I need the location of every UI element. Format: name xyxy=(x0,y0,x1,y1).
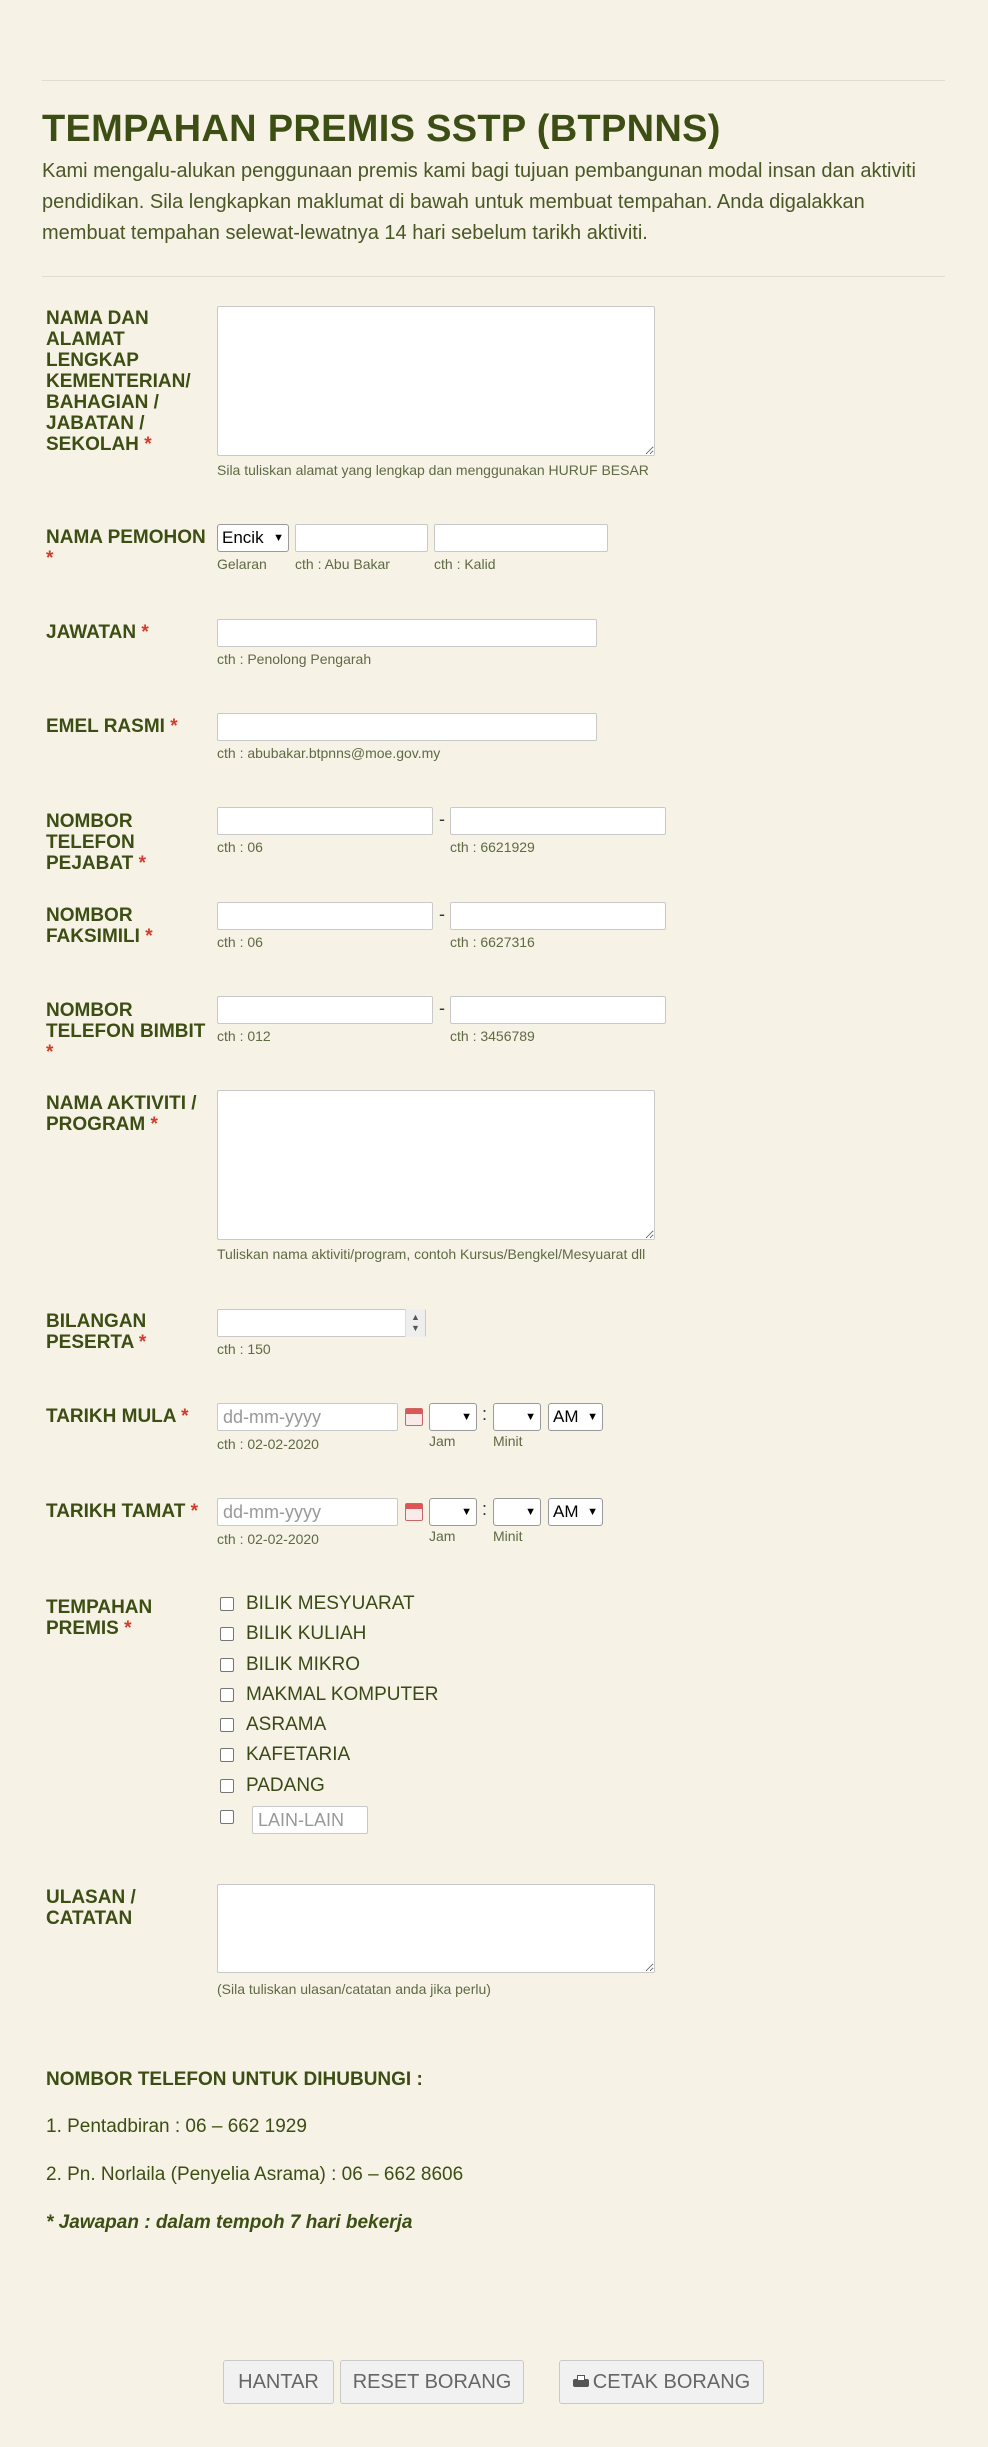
aktiviti-label: NAMA AKTIVITI / PROGRAM * xyxy=(46,1093,197,1135)
printer-icon xyxy=(573,2375,589,2389)
tamat-minit-select[interactable] xyxy=(493,1498,541,1526)
mula-ampm-select[interactable]: AM ▼ xyxy=(548,1403,603,1431)
calendar-icon[interactable] xyxy=(405,1408,423,1426)
last-name-hint: cth : Kalid xyxy=(434,556,496,572)
bimbit-dash: - xyxy=(439,998,445,1018)
premis-option[interactable]: KAFETARIA xyxy=(220,1743,350,1767)
alamat-hint: Sila tuliskan alamat yang lengkap dan menggunakan HURUF BESAR xyxy=(217,462,649,478)
bimbit-area-hint: cth : 012 xyxy=(217,1028,271,1044)
spin-up-icon[interactable]: ▲ xyxy=(411,1312,420,1322)
mula-colon: : xyxy=(482,1404,488,1424)
ulasan-hint: (Sila tuliskan ulasan/catatan anda jika perlu) xyxy=(217,1981,491,1997)
gelaran-select[interactable]: Encik ▼ xyxy=(217,524,289,552)
checkbox[interactable] xyxy=(220,1748,234,1762)
faks-dash: - xyxy=(439,904,445,924)
peserta-spinner[interactable] xyxy=(405,1309,425,1337)
print-button[interactable]: CETAK BORANG xyxy=(559,2360,764,2404)
checkbox[interactable] xyxy=(220,1627,234,1641)
first-name-input[interactable] xyxy=(295,524,428,552)
emel-label: EMEL RASMI * xyxy=(46,716,178,737)
mula-date-input[interactable]: dd-mm-yyyy xyxy=(217,1403,398,1431)
contact-line-2: 2. Pn. Norlaila (Penyelia Asrama) : 06 – 662 8606 xyxy=(46,2164,464,2185)
tamat-label: TARIKH TAMAT * xyxy=(46,1501,198,1522)
mula-minit-hint: Minit xyxy=(493,1433,523,1449)
alamat-textarea[interactable] xyxy=(217,306,655,456)
bimbit-label: NOMBOR TELEFON BIMBIT * xyxy=(46,1000,206,1063)
ulasan-label: ULASAN / CATATAN xyxy=(46,1887,136,1929)
faks-area-input[interactable] xyxy=(217,902,433,930)
premis-option[interactable]: BILIK MESYUARAT xyxy=(220,1592,415,1616)
chevron-down-icon: ▼ xyxy=(525,1411,536,1423)
premis-label: TEMPAHAN PREMIS * xyxy=(46,1597,153,1639)
mula-hint: cth : 02-02-2020 xyxy=(217,1436,319,1452)
spin-down-icon[interactable]: ▼ xyxy=(411,1323,420,1333)
tamat-ampm-select[interactable]: AM ▼ xyxy=(548,1498,603,1526)
chevron-down-icon: ▼ xyxy=(525,1506,536,1518)
checkbox[interactable] xyxy=(220,1718,234,1732)
emel-input[interactable] xyxy=(217,713,597,741)
premis-option[interactable]: BILIK MIKRO xyxy=(220,1653,360,1677)
tel-pejabat-number-input[interactable] xyxy=(450,807,666,835)
tamat-minit-hint: Minit xyxy=(493,1528,523,1544)
checkbox[interactable] xyxy=(220,1658,234,1672)
faks-label: NOMBOR FAKSIMILI * xyxy=(46,905,153,947)
premis-option[interactable]: PADANG xyxy=(220,1774,325,1798)
checkbox[interactable] xyxy=(220,1810,234,1824)
jawatan-label: JAWATAN * xyxy=(46,622,149,643)
chevron-down-icon: ▼ xyxy=(273,532,284,544)
top-divider xyxy=(42,80,945,81)
bimbit-number-input[interactable] xyxy=(450,996,666,1024)
calendar-icon[interactable] xyxy=(405,1503,423,1521)
lain-lain-input[interactable]: LAIN-LAIN xyxy=(252,1806,368,1834)
premis-option[interactable]: MAKMAL KOMPUTER xyxy=(220,1683,439,1707)
header-divider xyxy=(42,276,945,277)
checkbox[interactable] xyxy=(220,1688,234,1702)
response-note: * Jawapan : dalam tempoh 7 hari bekerja xyxy=(46,2212,413,2233)
tamat-hint: cth : 02-02-2020 xyxy=(217,1531,319,1547)
tamat-jam-select[interactable] xyxy=(429,1498,477,1526)
pemohon-label: NAMA PEMOHON * xyxy=(46,527,206,569)
contact-heading: NOMBOR TELEFON UNTUK DIHUBUNGI : xyxy=(46,2069,423,2090)
chevron-down-icon: ▼ xyxy=(587,1411,598,1423)
tel-pejabat-label: NOMBOR TELEFON PEJABAT * xyxy=(46,811,146,874)
tamat-colon: : xyxy=(482,1499,488,1519)
alamat-label: NAMA DAN ALAMAT LENGKAP KEMENTERIAN/ BAHAGIAN / JABATAN / SEKOLAH * xyxy=(46,308,191,455)
tel-pejabat-area-input[interactable] xyxy=(217,807,433,835)
ulasan-textarea[interactable] xyxy=(217,1884,655,1973)
chevron-down-icon: ▼ xyxy=(461,1411,472,1423)
mula-minit-select[interactable] xyxy=(493,1403,541,1431)
peserta-hint: cth : 150 xyxy=(217,1341,271,1357)
checkbox[interactable] xyxy=(220,1597,234,1611)
submit-button[interactable]: HANTAR xyxy=(223,2360,334,2404)
aktiviti-textarea[interactable] xyxy=(217,1090,655,1240)
premis-option[interactable]: BILIK KULIAH xyxy=(220,1622,366,1646)
contact-line-1: 1. Pentadbiran : 06 – 662 1929 xyxy=(46,2116,307,2137)
tel-pejabat-area-hint: cth : 06 xyxy=(217,839,263,855)
jawatan-hint: cth : Penolong Pengarah xyxy=(217,651,372,667)
mula-label: TARIKH MULA * xyxy=(46,1406,189,1427)
jawatan-input[interactable] xyxy=(217,619,597,647)
gelaran-hint: Gelaran xyxy=(217,556,267,572)
faks-number-input[interactable] xyxy=(450,902,666,930)
bimbit-number-hint: cth : 3456789 xyxy=(450,1028,535,1044)
mula-jam-select[interactable] xyxy=(429,1403,477,1431)
tamat-jam-hint: Jam xyxy=(429,1528,456,1544)
checkbox[interactable] xyxy=(220,1779,234,1793)
first-name-hint: cth : Abu Bakar xyxy=(295,556,390,572)
chevron-down-icon: ▼ xyxy=(587,1506,598,1518)
faks-number-hint: cth : 6627316 xyxy=(450,934,535,950)
peserta-number-input[interactable] xyxy=(217,1309,426,1337)
last-name-input[interactable] xyxy=(434,524,608,552)
chevron-down-icon: ▼ xyxy=(461,1506,472,1518)
page-title: TEMPAHAN PREMIS SSTP (BTPNNS) xyxy=(42,108,721,150)
tamat-date-input[interactable]: dd-mm-yyyy xyxy=(217,1498,398,1526)
bimbit-area-input[interactable] xyxy=(217,996,433,1024)
form-intro: Kami mengalu-alukan penggunaan premis kami bagi tujuan pembangunan modal insan dan aktiviti pendidikan. Sila lengkapkan maklumat di bawah untuk membuat tempahan. Anda digalakkan membuat tempahan selewat-lewatnya 14 hari sebelum tarikh aktiviti. xyxy=(42,160,916,244)
premis-option[interactable]: ASRAMA xyxy=(220,1713,326,1737)
premis-option-other[interactable] xyxy=(220,1805,246,1829)
emel-hint: cth : abubakar.btpnns@moe.gov.my xyxy=(217,745,441,761)
peserta-label: BILANGAN PESERTA * xyxy=(46,1311,147,1353)
reset-button[interactable]: RESET BORANG xyxy=(340,2360,524,2404)
faks-area-hint: cth : 06 xyxy=(217,934,263,950)
mula-jam-hint: Jam xyxy=(429,1433,456,1449)
tel-pejabat-number-hint: cth : 6621929 xyxy=(450,839,535,855)
tel-pejabat-dash: - xyxy=(439,809,445,829)
aktiviti-hint: Tuliskan nama aktiviti/program, contoh Kursus/Bengkel/Mesyuarat dll xyxy=(217,1246,646,1262)
